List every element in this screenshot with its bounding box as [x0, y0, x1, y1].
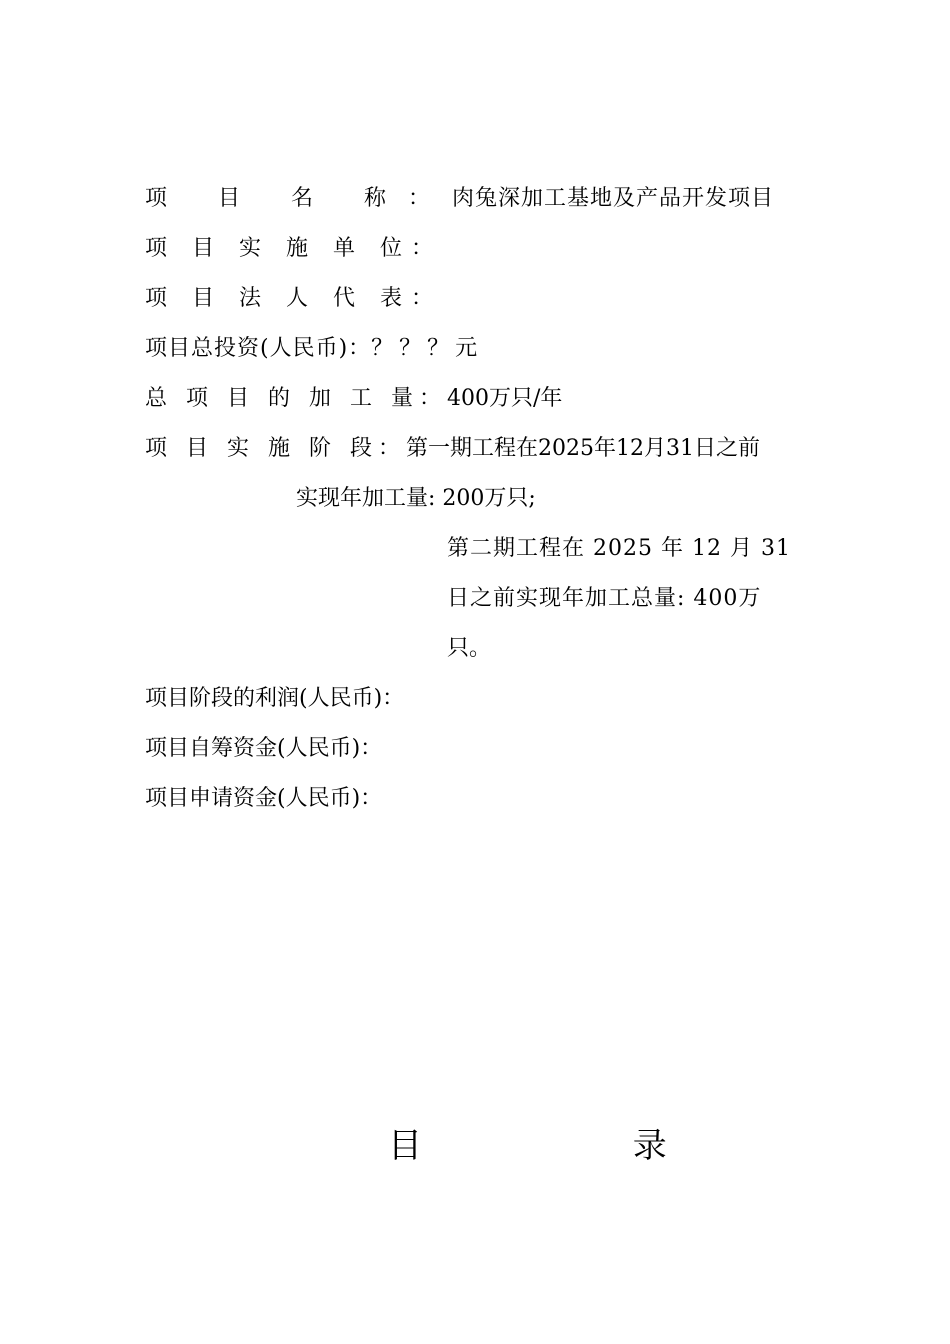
toc-title: 目 录: [388, 1126, 767, 1166]
phase-profit-label: 项目阶段的利润(人民币)：: [145, 686, 405, 711]
implementing-unit-label: 项 目 实 施 单 位：: [145, 236, 442, 261]
processing-volume-line: [145, 384, 562, 414]
applied-funds-label: 项目申请资金(人民币)：: [145, 786, 383, 811]
processing-volume-value: 400万只/年: [446, 386, 563, 411]
phase1-text-line2-content: 实现年加工量: 200万只;: [296, 486, 536, 511]
implementing-unit-line: [145, 234, 442, 264]
self-funds-line: [145, 734, 382, 764]
total-investment-line: [145, 334, 483, 364]
phase1-text-line2: [296, 484, 536, 514]
phase2-text-line2: [447, 584, 761, 614]
self-funds-label: 项目自筹资金(人民币)：: [145, 736, 383, 761]
project-name-value: 肉兔深加工基地及产品开发项目: [451, 186, 774, 211]
project-name-label: 项 目 名 称：: [145, 186, 452, 211]
phase2-text-line3: [447, 634, 491, 664]
total-investment-value: ？？？元: [371, 336, 484, 361]
phase-profit-line: [145, 684, 404, 714]
applied-funds-line: [145, 784, 382, 814]
phase2-text-line2-content: 日之前实现年加工总量: 400万: [447, 586, 762, 611]
implementation-phase-line: [145, 434, 760, 464]
phase2-text-line3-content: 只。: [447, 636, 492, 661]
legal-representative-line: [145, 284, 442, 314]
project-name-line: [145, 184, 774, 214]
phase2-text-line1-content: 第二期工程在 2025 年 12 月 31: [447, 536, 791, 561]
implementation-phase-label: 项 目 实 施 阶 段：: [145, 436, 406, 461]
phase2-text-line1: [447, 534, 791, 564]
legal-representative-label: 项 目 法 人 代 表：: [145, 286, 442, 311]
phase1-text-line1: 第一期工程在2025年12月31日之前: [405, 436, 760, 461]
total-investment-label: 项目总投资(人民币)：: [145, 336, 372, 361]
processing-volume-label: 总 项 目 的 加 工 量：: [145, 386, 447, 411]
